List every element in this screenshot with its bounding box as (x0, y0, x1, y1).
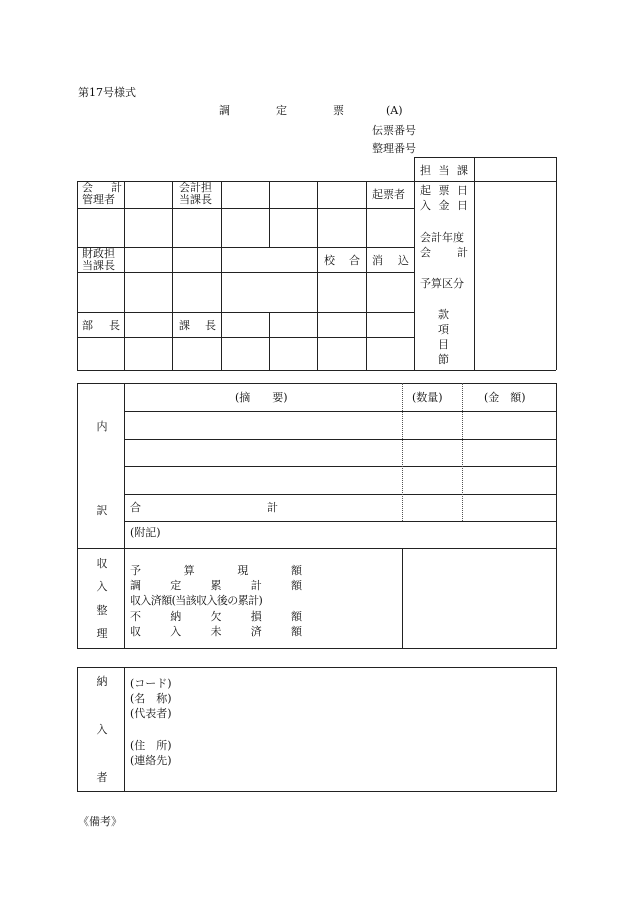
payer-code: (コード) (130, 677, 172, 690)
entry-label: 消 込 (372, 254, 409, 267)
quantity-header: (数量) (412, 391, 443, 404)
kan-label: 款 (438, 308, 449, 321)
finance-chief-label: 財政担 当課長 (82, 247, 115, 272)
receipt-date-label: 入 金 日 (420, 199, 468, 212)
ref-number-label: 整理番号 (372, 142, 416, 155)
section-chief-label: 課 長 (179, 319, 216, 332)
account-label: 会 計 (420, 246, 468, 259)
breakdown-side-label: 内 訳 (96, 420, 108, 517)
remarks-label: 《備考》 (78, 815, 122, 828)
payer-side-label: 納 入 者 (96, 675, 108, 784)
tanto-label: 担 当 課 (420, 164, 468, 177)
form-number: 第17号様式 (78, 86, 136, 99)
setsu-label: 節 (438, 353, 449, 366)
revenue-side-label: 収 入 整 理 (96, 557, 108, 640)
fiscal-year-label: 会計年度 (420, 231, 464, 244)
drafter-label: 起票者 (372, 188, 405, 201)
revenue-line-unpaid: 収 入 未 済 額 (130, 625, 302, 638)
revenue-line-cumulative: 調 定 累 計 額 (130, 579, 302, 592)
draft-date-label: 起 票 日 (420, 184, 468, 197)
payer-contact: (連絡先) (130, 754, 172, 767)
title-suffix: (A) (386, 104, 403, 117)
amount-header: (金 額) (484, 391, 526, 404)
summary-header: (摘 要) (235, 391, 288, 404)
total-label: 合 計 (130, 501, 278, 514)
kou-label: 項 (438, 323, 449, 336)
revenue-line-budget: 予 算 現 額 (130, 564, 302, 577)
accounting-chief-label: 会計担 当課長 (179, 181, 212, 206)
document-title: 調 定 票 (219, 104, 344, 117)
note-label: (附記) (130, 526, 161, 539)
revenue-line-loss: 不 納 欠 損 額 (130, 610, 302, 623)
revenue-line-received: 収入済額(当該収入後の累計) (130, 594, 263, 607)
budget-class-label: 予算区分 (420, 277, 464, 290)
payer-name: (名 称) (130, 692, 172, 705)
payer-representative: (代表者) (130, 707, 172, 720)
check-label: 校 合 (324, 254, 360, 267)
accounting-manager-label: 会 計 管理者 (82, 181, 122, 206)
payer-address: (住 所) (130, 739, 172, 752)
director-label: 部 長 (82, 319, 120, 332)
slip-number-label: 伝票番号 (372, 124, 416, 137)
moku-label: 目 (438, 338, 449, 351)
